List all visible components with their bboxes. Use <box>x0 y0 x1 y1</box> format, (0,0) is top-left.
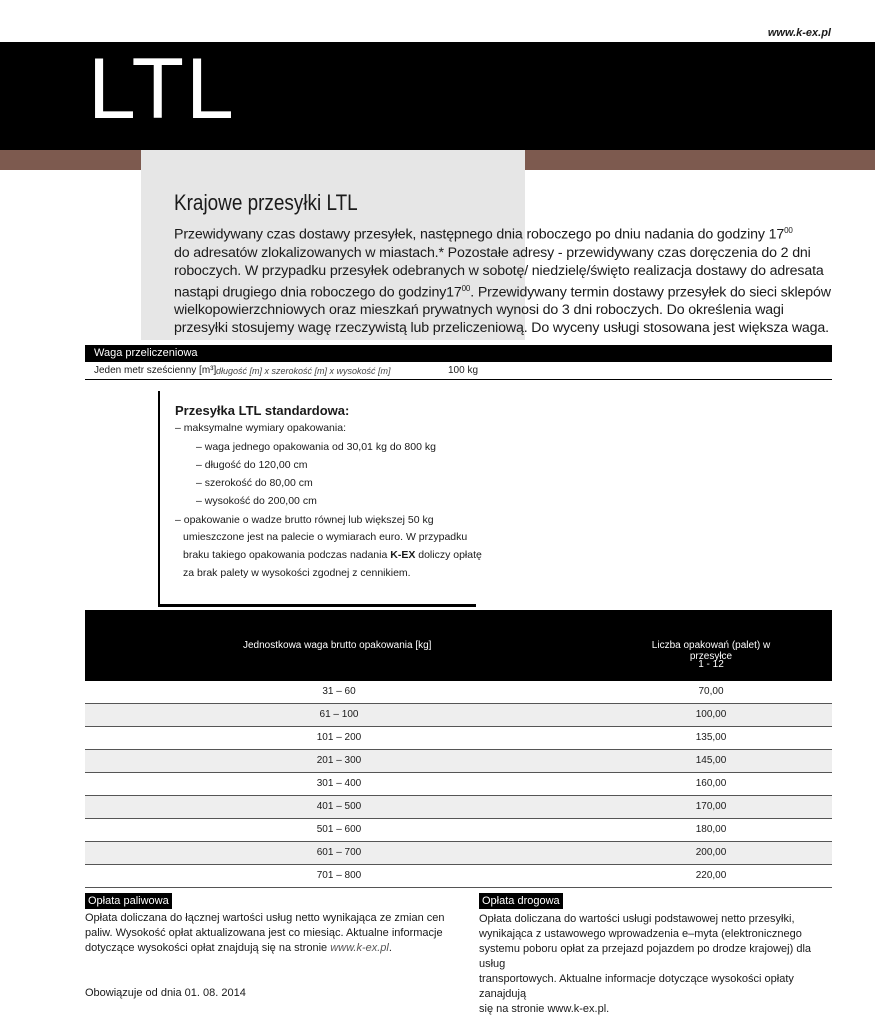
weight-range-cell: 701 – 800 <box>316 870 362 881</box>
intro-title: Krajowe przesyłki LTL <box>174 190 358 215</box>
waga-value: 100 kg <box>448 365 479 376</box>
table-row <box>85 796 832 819</box>
site-link[interactable]: www.k-ex.pl <box>330 942 389 954</box>
table-row <box>85 842 832 865</box>
road-fee-label: Opłata drogowa <box>479 893 563 909</box>
standard-line: – maksymalne wymiary opakowania: <box>175 422 346 434</box>
weight-range-cell: 401 – 500 <box>316 801 362 812</box>
price-cell: 200,00 <box>695 847 727 858</box>
waga-label: Jeden metr sześcienny [m³] <box>94 365 217 376</box>
road-fee-text: Opłata doliczana do wartości usługi podstawowej netto przesyłki, wynikająca z ustawowego wprowadzenia e–myta (elektronicznego systemu poboru opłat za przejazd pojazdem po drodze krajowej) dla usług transportowych. Aktualne informacje dotyczące wysokości opłaty zanajdują się na stronie www.k-ex.pl. <box>479 913 812 1015</box>
table-row <box>85 773 832 796</box>
column-header-count: Liczba opakowań (palet) w przesyłce <box>651 640 771 662</box>
waga-row <box>85 363 832 380</box>
column-header-count-range: 1 - 12 <box>698 659 724 670</box>
weight-range-cell: 301 – 400 <box>316 778 362 789</box>
page-title: LTL <box>88 41 236 137</box>
standard-title: Przesyłka LTL standardowa: <box>175 403 350 418</box>
price-cell: 220,00 <box>695 870 727 881</box>
standard-line: – długość do 120,00 cm <box>196 459 308 471</box>
standard-line: za brak palety w wysokości zgodnej z cennikiem. <box>183 567 411 579</box>
fuel-fee-label: Opłata paliwowa <box>85 893 172 909</box>
standard-line: – waga jednego opakowania od 30,01 kg do 800 kg <box>196 441 436 453</box>
price-cell: 135,00 <box>695 732 727 743</box>
intro-line: wielkopowierzchniowych oraz mieszkań prywatnych wynosi do 3 dni roboczych. Do określenia wagi <box>174 302 784 319</box>
intro-line: przesyłki stosujemy wagę rzeczywistą lub przeliczeniową. Do wyceny usługi stosowana jest większa waga. <box>174 320 829 337</box>
weight-range-cell: 501 – 600 <box>316 824 362 835</box>
price-cell: 100,00 <box>695 709 727 720</box>
fuel-fee-text: Opłata doliczana do łącznej wartości usług netto wynikająca ze zmian cen paliw. Wysokość opłat aktualizowana jest co miesiąc. Aktualne informacje dotyczące wysokości opłat znajdują się na stronie www.k-ex.pl. <box>85 912 445 954</box>
valid-from-date: Obowiązuje od dnia 01. 08. 2014 <box>85 987 246 999</box>
waga-formula: długość [m] x szerokość [m] x wysokość [m] <box>216 366 391 376</box>
price-table-header <box>85 610 832 681</box>
standard-line: – opakowanie o wadze brutto równej lub większej 50 kg <box>175 514 434 526</box>
intro-line: Przewidywany czas dostawy przesyłek, następnego dnia roboczego po dniu nadania do godziny $17^{00}$ <box>174 226 793 243</box>
table-row <box>85 750 832 773</box>
table-row <box>85 704 832 727</box>
table-row <box>85 727 832 750</box>
price-cell: 160,00 <box>695 778 727 789</box>
price-cell: 145,00 <box>695 755 727 766</box>
price-cell: 170,00 <box>695 801 727 812</box>
waga-header: Waga przeliczeniowa <box>85 345 832 362</box>
site-url[interactable]: www.k-ex.pl <box>767 27 831 39</box>
weight-range-cell: 101 – 200 <box>316 732 362 743</box>
intro-text <box>174 222 834 337</box>
standard-line: braku takiego opakowania podczas nadania K-EX doliczy opłatę <box>183 549 482 561</box>
table-row <box>85 681 832 704</box>
standard-line: – wysokość do 200,00 cm <box>196 495 317 507</box>
intro-line: do adresatów zlokalizowanych w miastach.* Pozostałe adresy - przewidywany czas doręczenia do 2 dni <box>174 244 811 261</box>
intro-line: nastąpi drugiego dnia roboczego do $godziny17^{00}$. Przewidywany termin dostawy przesyłek do sieci sklepów <box>174 283 831 301</box>
table-row <box>85 865 832 888</box>
brand-name: K-EX <box>390 549 416 561</box>
price-cell: 180,00 <box>695 824 727 835</box>
weight-range-cell: 61 – 100 <box>319 709 359 720</box>
price-cell: 70,00 <box>698 686 724 697</box>
column-header-weight: Jednostkowa waga brutto opakowania [kg] <box>243 640 432 651</box>
weight-range-cell: 601 – 700 <box>316 847 362 858</box>
weight-range-cell: 31 – 60 <box>322 686 356 697</box>
weight-range-cell: 201 – 300 <box>316 755 362 766</box>
standard-line: – szerokość do 80,00 cm <box>196 477 313 489</box>
table-row <box>85 819 832 842</box>
intro-line: roboczych. W przypadku przesyłek odebranych w sobotę/ niedzielę/święto realizacja dostawy do adresata <box>174 262 824 279</box>
standard-line: umieszczone jest na palecie o wymiarach euro. W przypadku <box>183 531 468 543</box>
